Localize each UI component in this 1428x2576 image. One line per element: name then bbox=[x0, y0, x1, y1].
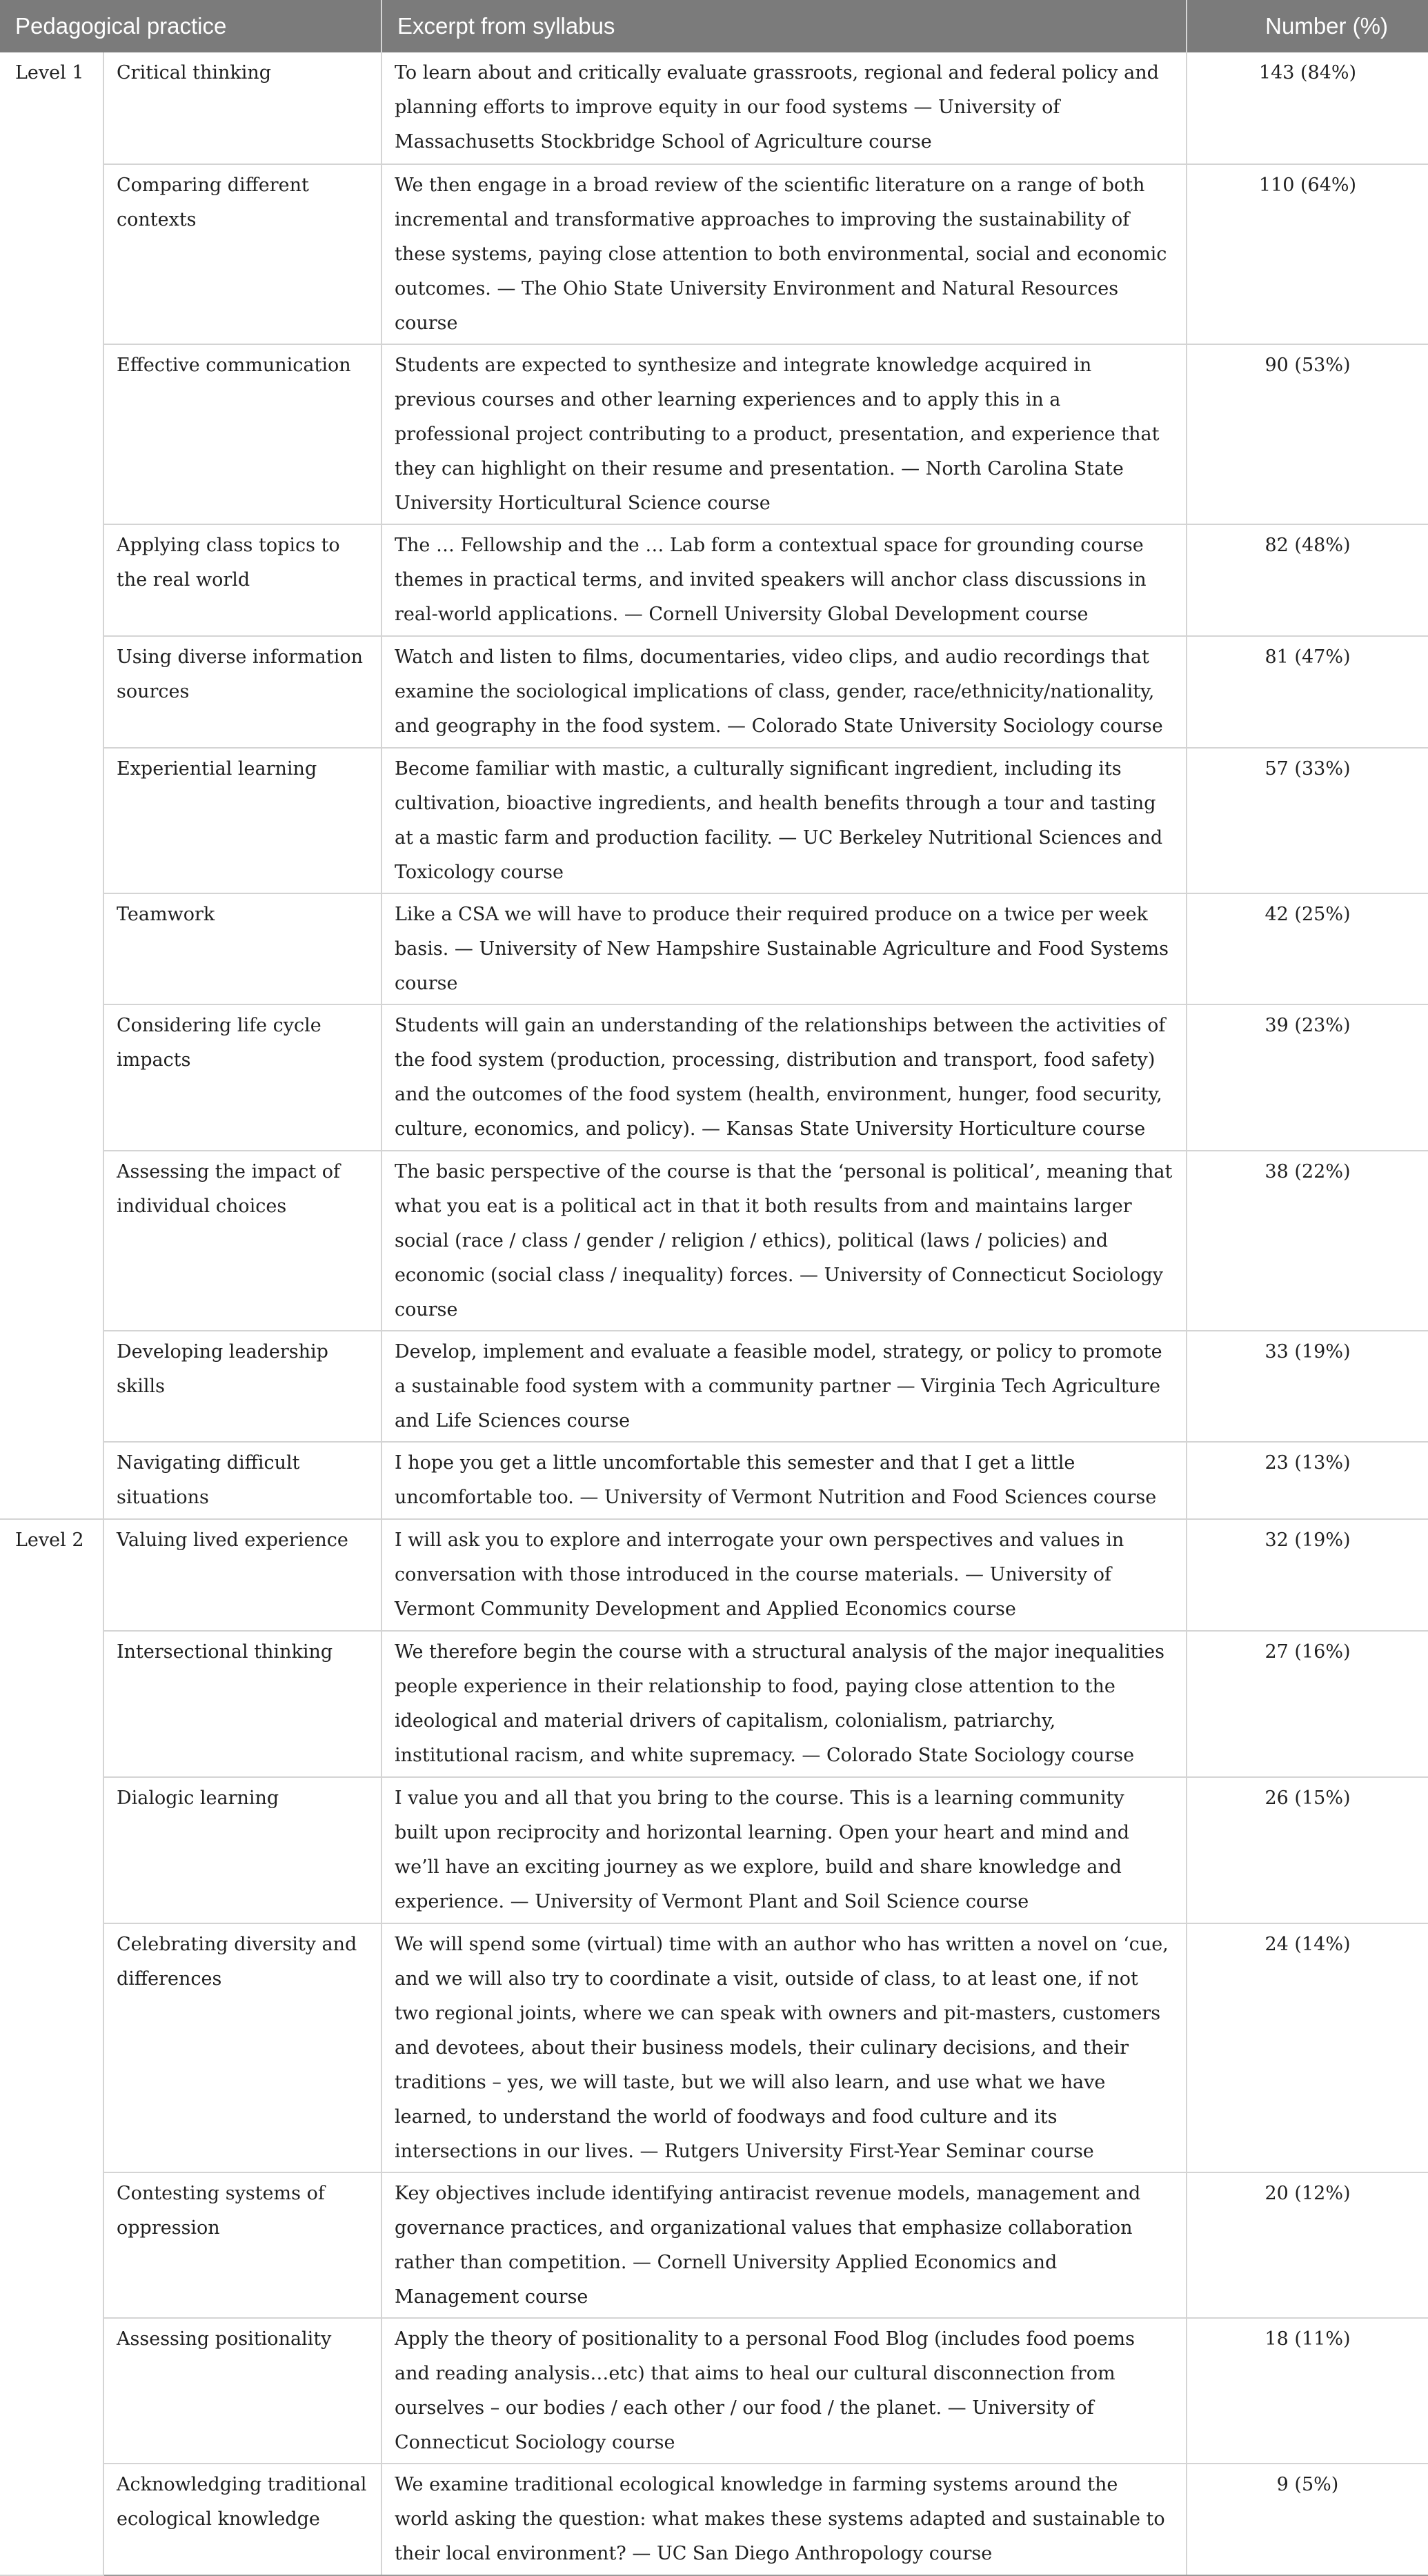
table-row bbox=[0, 1631, 1428, 1777]
practice-cell: Assessing positionality bbox=[103, 2318, 381, 2464]
number-cell: 20 (12%) bbox=[1187, 2172, 1428, 2318]
table-row bbox=[0, 1923, 1428, 2172]
excerpt-cell: I will ask you to explore and interrogate your own perspectives and values in conversation with those introduced in the course materials. — University of Vermont Community Development and Applied Economics course bbox=[381, 1519, 1187, 1631]
number-cell: 38 (22%) bbox=[1187, 1151, 1428, 1331]
excerpt-cell: Like a CSA we will have to produce their required produce on a twice per week basis. — University of New Hampshire Sustainable Agriculture and Food Systems course bbox=[381, 893, 1187, 1004]
number-cell: 90 (53%) bbox=[1187, 344, 1428, 524]
practice-cell: Assessing the impact of individual choices bbox=[103, 1151, 381, 1331]
practice-cell: Considering life cycle impacts bbox=[103, 1004, 381, 1151]
number-cell: 23 (13%) bbox=[1187, 1442, 1428, 1519]
table-row bbox=[0, 2318, 1428, 2464]
table-row bbox=[0, 164, 1428, 344]
table-row bbox=[0, 636, 1428, 748]
practice-cell: Dialogic learning bbox=[103, 1777, 381, 1923]
excerpt-cell: To learn about and critically evaluate grassroots, regional and federal policy and planning efforts to improve equity in our food systems — University of Massachusetts Stockbridge School of Agriculture course bbox=[381, 52, 1187, 164]
header-excerpt: Excerpt from syllabus bbox=[381, 0, 1187, 52]
practice-cell: Contesting systems of oppression bbox=[103, 2172, 381, 2318]
level-label: Level 1 bbox=[0, 52, 103, 1519]
practice-cell: Experiential learning bbox=[103, 748, 381, 893]
number-cell: 81 (47%) bbox=[1187, 636, 1428, 748]
practice-cell: Navigating difficult situations bbox=[103, 1442, 381, 1519]
excerpt-cell: Apply the theory of positionality to a personal Food Blog (includes food poems and reading analysis…etc) that aims to heal our cultural disconnection from ourselves – our bodies / each other / our food / the planet. — University of Connecticut Sociology course bbox=[381, 2318, 1187, 2464]
excerpt-cell: Develop, implement and evaluate a feasible model, strategy, or policy to promote a sustainable food system with a community partner — Virginia Tech Agriculture and Life Sciences course bbox=[381, 1331, 1187, 1442]
table-row bbox=[0, 1331, 1428, 1442]
excerpt-cell: We will spend some (virtual) time with an author who has written a novel on ‘cue, and we will also try to coordinate a visit, outside of class, to at least one, if not two regional joints, where we can speak with owners and pit-masters, customers and devotees, about their business models, their culinary decisions, and their traditions – yes, we will taste, but we will also learn, and use what we have learned, to understand the world of foodways and food culture and its intersections in our lives. — Rutgers University First-Year Seminar course bbox=[381, 1923, 1187, 2172]
number-cell: 143 (84%) bbox=[1187, 52, 1428, 164]
table-row bbox=[0, 2172, 1428, 2318]
practice-cell: Celebrating diversity and differences bbox=[103, 1923, 381, 2172]
practice-cell: Comparing different contexts bbox=[103, 164, 381, 344]
table-header-row bbox=[0, 0, 1428, 52]
number-cell: 24 (14%) bbox=[1187, 1923, 1428, 2172]
header-practice: Pedagogical practice bbox=[0, 0, 381, 52]
level-label: Level 2 bbox=[0, 1519, 103, 2575]
table-row bbox=[0, 524, 1428, 636]
number-cell: 33 (19%) bbox=[1187, 1331, 1428, 1442]
number-cell: 32 (19%) bbox=[1187, 1519, 1428, 1631]
practice-cell: Applying class topics to the real world bbox=[103, 524, 381, 636]
table-row bbox=[0, 1151, 1428, 1331]
table-row bbox=[0, 1442, 1428, 1519]
excerpt-cell: The … Fellowship and the … Lab form a contextual space for grounding course themes in practical terms, and invited speakers will anchor class discussions in real-world applications. — Cornell University Global Development course bbox=[381, 524, 1187, 636]
number-cell: 82 (48%) bbox=[1187, 524, 1428, 636]
practice-cell: Effective communication bbox=[103, 344, 381, 524]
practice-cell: Critical thinking bbox=[103, 52, 381, 164]
excerpt-cell: Key objectives include identifying antiracist revenue models, management and governance practices, and organizational values that emphasize collaboration rather than competition. — Cornell University Applied Economics and Management course bbox=[381, 2172, 1187, 2318]
practice-cell: Developing leadership skills bbox=[103, 1331, 381, 1442]
number-cell: 9 (5%) bbox=[1187, 2464, 1428, 2575]
excerpt-cell: Become familiar with mastic, a culturally significant ingredient, including its cultivation, bioactive ingredients, and health benefits through a tour and tasting at a mastic farm and production facility. — UC Berkeley Nutritional Sciences and Toxicology course bbox=[381, 748, 1187, 893]
practice-cell: Teamwork bbox=[103, 893, 381, 1004]
number-cell: 42 (25%) bbox=[1187, 893, 1428, 1004]
excerpt-cell: Students will gain an understanding of the relationships between the activities of the food system (production, processing, distribution and transport, food safety) and the outcomes of the food system (health, environment, hunger, food security, culture, economics, and policy). — Kansas State University Horticulture course bbox=[381, 1004, 1187, 1151]
excerpt-cell: I hope you get a little uncomfortable this semester and that I get a little uncomfortable too. — University of Vermont Nutrition and Food Sciences course bbox=[381, 1442, 1187, 1519]
number-cell: 27 (16%) bbox=[1187, 1631, 1428, 1777]
excerpt-cell: Students are expected to synthesize and integrate knowledge acquired in previous courses and other learning experiences and to apply this in a professional project contributing to a product, presentation, and experience that they can highlight on their resume and presentation. — North Carolina State University Horticultural Science course bbox=[381, 344, 1187, 524]
practice-cell: Acknowledging traditional ecological knowledge bbox=[103, 2464, 381, 2575]
number-cell: 57 (33%) bbox=[1187, 748, 1428, 893]
table-row bbox=[0, 1777, 1428, 1923]
practice-cell: Valuing lived experience bbox=[103, 1519, 381, 1631]
table-row bbox=[0, 1519, 1428, 1631]
table-row bbox=[0, 2464, 1428, 2575]
table-row bbox=[0, 52, 1428, 164]
practice-cell: Intersectional thinking bbox=[103, 1631, 381, 1777]
header-number: Number (%) bbox=[1187, 0, 1428, 52]
excerpt-cell: We then engage in a broad review of the scientific literature on a range of both incremental and transformative approaches to improving the sustainability of these systems, paying close attention to both environmental, social and economic outcomes. — The Ohio State University Environment and Natural Resources course bbox=[381, 164, 1187, 344]
table-row bbox=[0, 344, 1428, 524]
number-cell: 110 (64%) bbox=[1187, 164, 1428, 344]
number-cell: 39 (23%) bbox=[1187, 1004, 1428, 1151]
table-row bbox=[0, 893, 1428, 1004]
number-cell: 18 (11%) bbox=[1187, 2318, 1428, 2464]
excerpt-cell: We examine traditional ecological knowledge in farming systems around the world asking the question: what makes these systems adapted and sustainable to their local environment? — UC San Diego Anthropology course bbox=[381, 2464, 1187, 2575]
excerpt-cell: Watch and listen to films, documentaries, video clips, and audio recordings that examine the sociological implications of class, gender, race/ethnicity/nationality, and geography in the food system. — Colorado State University Sociology course bbox=[381, 636, 1187, 748]
excerpt-cell: The basic perspective of the course is that the ‘personal is political’, meaning that what you eat is a political act in that it both results from and maintains larger social (race / class / gender / religion / ethics), political (laws / policies) and economic (social class / inequality) forces. — University of Connecticut Sociology course bbox=[381, 1151, 1187, 1331]
excerpt-cell: We therefore begin the course with a structural analysis of the major inequalities people experience in their relationship to food, paying close attention to the ideological and material drivers of capitalism, colonialism, patriarchy, institutional racism, and white supremacy. — Colorado State Sociology course bbox=[381, 1631, 1187, 1777]
number-cell: 26 (15%) bbox=[1187, 1777, 1428, 1923]
table-row bbox=[0, 748, 1428, 893]
practice-cell: Using diverse information sources bbox=[103, 636, 381, 748]
excerpt-cell: I value you and all that you bring to the course. This is a learning community built upon reciprocity and horizontal learning. Open your heart and mind and we’ll have an exciting journey as we explore, build and share knowledge and experience. — University of Vermont Plant and Soil Science course bbox=[381, 1777, 1187, 1923]
table-row bbox=[0, 1004, 1428, 1151]
